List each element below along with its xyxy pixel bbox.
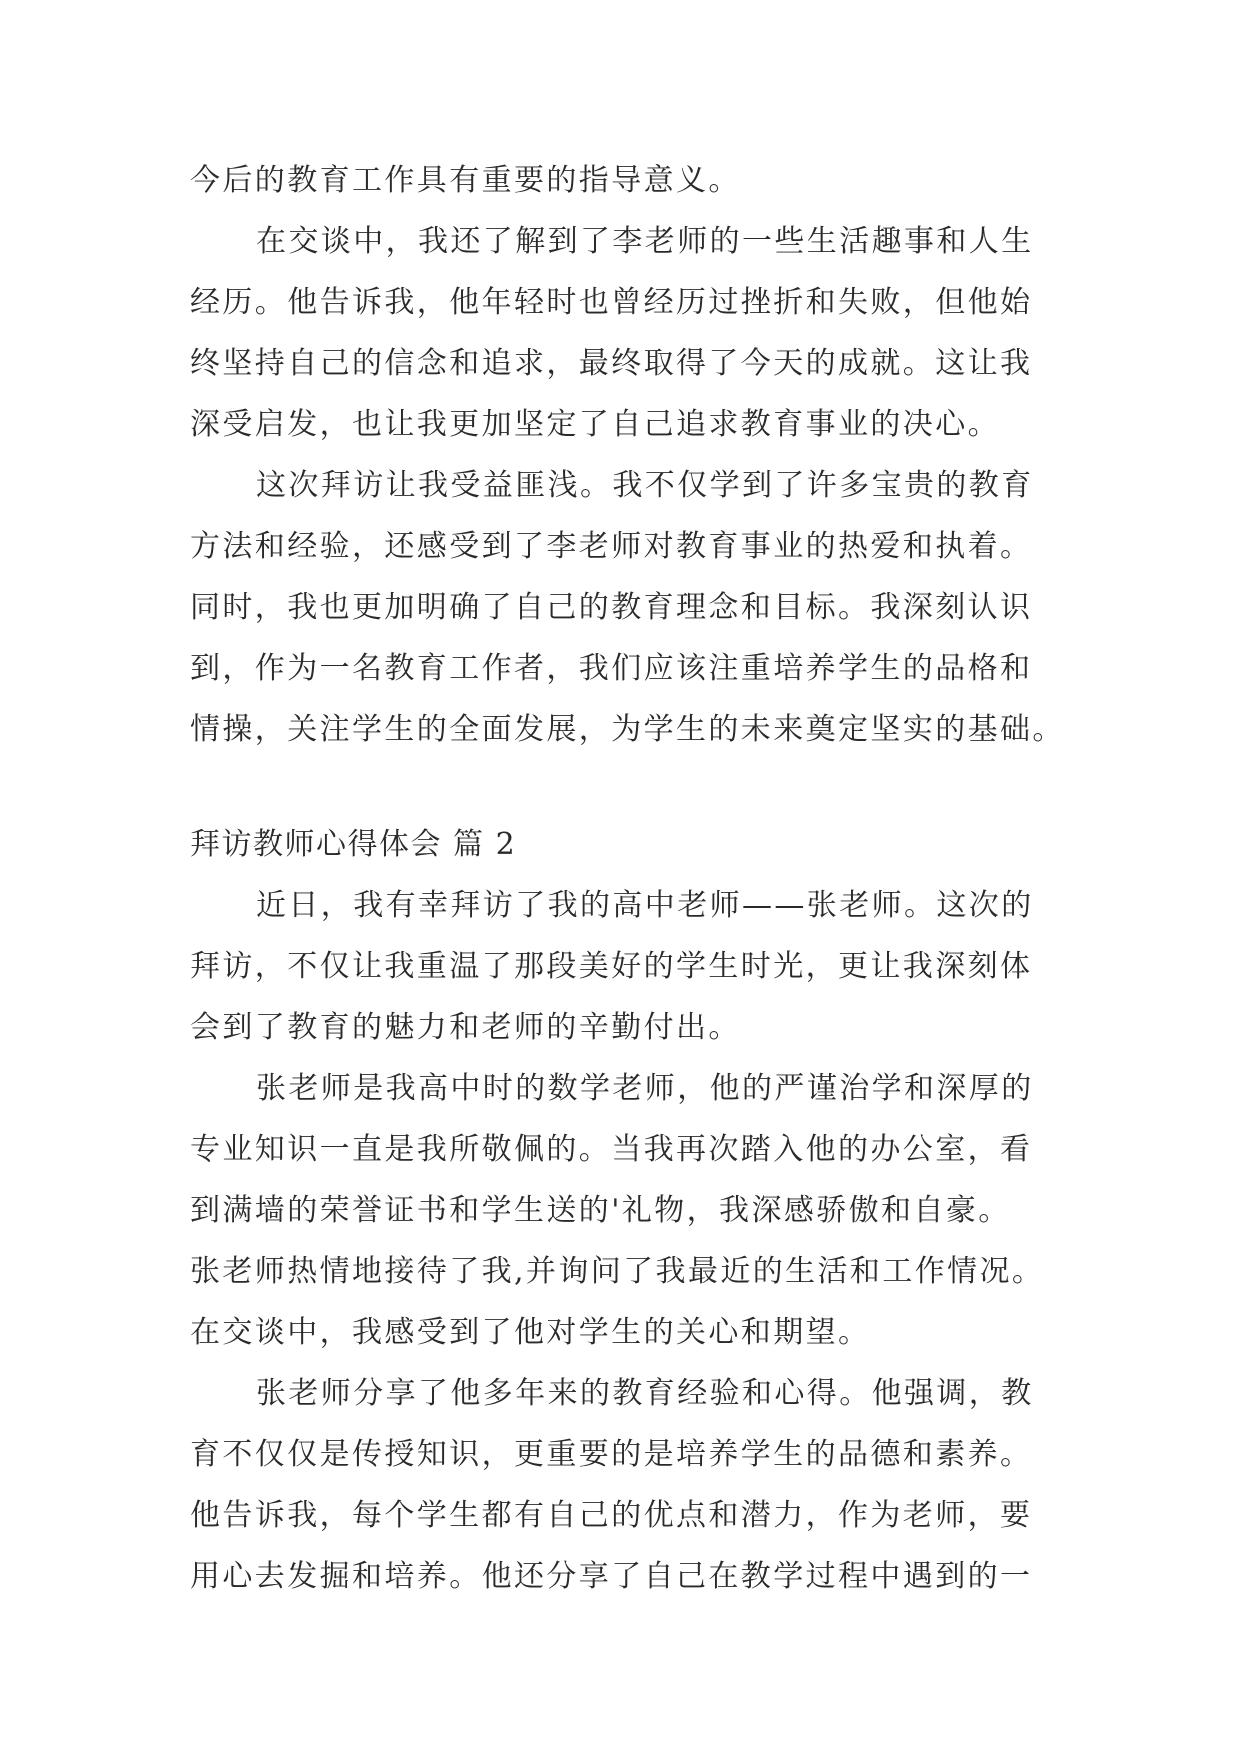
paragraph-line: 深受启发，也让我更加坚定了自己追求教育事业的决心。	[190, 407, 1000, 442]
paragraph-line: 用心去发掘和培养。他还分享了自己在教学过程中遇到的一	[190, 1559, 1033, 1594]
section-spacer	[190, 760, 1070, 814]
paragraph-line: 在交谈中，我感受到了他对学生的关心和期望。	[190, 1315, 871, 1350]
paragraph-line: 张老师热情地接待了我,并询问了我最近的生活和工作情况。	[190, 1254, 1045, 1289]
document-body	[190, 150, 1070, 1607]
paragraph-line: 他告诉我，每个学生都有自己的优点和潜力，作为老师，要	[190, 1498, 1033, 1533]
paragraph-line: 张老师分享了他多年来的教育经验和心得。他强调，教	[256, 1376, 1034, 1411]
paragraph-line: 拜访，不仅让我重温了那段美好的学生时光，更让我深刻体	[190, 949, 1033, 984]
paragraph-line: 近日，我有幸拜访了我的高中老师——张老师。这次的	[256, 888, 1034, 923]
paragraph-line: 今后的教育工作具有重要的指导意义。	[190, 163, 741, 198]
paragraph-line: 情操，关注学生的全面发展，为学生的未来奠定坚实的基础。	[190, 712, 1065, 747]
paragraph-line: 张老师是我高中时的数学老师，他的严谨治学和深厚的	[256, 1071, 1034, 1106]
paragraph-line: 到满墙的荣誉证书和学生送的'礼物，我深感骄傲和自豪。	[190, 1193, 1011, 1228]
paragraph-line: 同时，我也更加明确了自己的教育理念和目标。我深刻认识	[190, 590, 1033, 625]
paragraph-line: 这次拜访让我受益匪浅。我不仅学到了许多宝贵的教育	[256, 468, 1034, 503]
paragraph-line: 育不仅仅是传授知识，更重要的是培养学生的品德和素养。	[190, 1437, 1033, 1472]
paragraph-line: 经历。他告诉我，他年轻时也曾经历过挫折和失败，但他始	[190, 285, 1033, 320]
section-heading: 拜访教师心得体会 篇 2	[190, 827, 517, 862]
paragraph-line: 到，作为一名教育工作者，我们应该注重培养学生的品格和	[190, 651, 1033, 686]
paragraph-line: 终坚持自己的信念和追求，最终取得了今天的成就。这让我	[190, 346, 1033, 381]
paragraph-line: 会到了教育的魅力和老师的辛勤付出。	[190, 1010, 741, 1045]
paragraph-line: 专业知识一直是我所敬佩的。当我再次踏入他的办公室，看	[190, 1132, 1033, 1167]
paragraph-line: 在交谈中，我还了解到了李老师的一些生活趣事和人生	[256, 224, 1034, 259]
paragraph-line: 方法和经验，还感受到了李老师对教育事业的热爱和执着。	[190, 529, 1033, 564]
